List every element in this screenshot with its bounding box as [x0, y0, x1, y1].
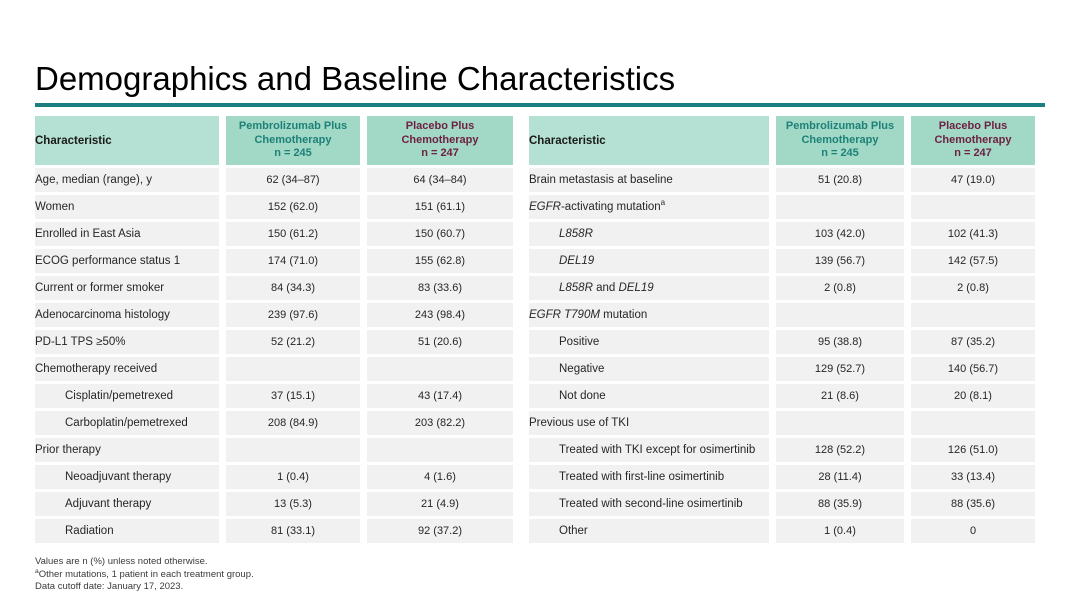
demographics-table-right: [522, 113, 1042, 546]
text-segment: Prior therapy: [35, 444, 101, 456]
footnote-line: [35, 569, 254, 582]
row-value: 83 (33.6): [367, 276, 513, 300]
row-value: [911, 303, 1035, 327]
row-value: 1 (0.4): [226, 465, 360, 489]
column-header-characteristic: Characteristic: [529, 116, 769, 165]
row-label: [35, 519, 219, 543]
row-value: 174 (71.0): [226, 249, 360, 273]
row-value: [367, 438, 513, 462]
row-label: [529, 168, 769, 192]
row-value: 28 (11.4): [776, 465, 904, 489]
text-segment: Treated with first-line osimertinib: [559, 471, 725, 483]
row-value: 52 (21.2): [226, 330, 360, 354]
text-segment: L858R: [559, 282, 593, 294]
text-segment: ECOG performance status 1: [35, 255, 181, 267]
row-value: 43 (17.4): [367, 384, 513, 408]
row-value: 81 (33.1): [226, 519, 360, 543]
text-segment: Data cutoff date: January 17, 2023.: [35, 581, 184, 592]
column-header-placebo: [367, 116, 513, 165]
row-value: 151 (61.1): [367, 195, 513, 219]
header-line: Chemotherapy: [801, 133, 879, 146]
row-value: 126 (51.0): [911, 438, 1035, 462]
column-header-placebo: [911, 116, 1035, 165]
row-value: 51 (20.6): [367, 330, 513, 354]
header-line: Chemotherapy: [401, 133, 479, 146]
row-value: 21 (4.9): [367, 492, 513, 516]
row-value: 84 (34.3): [226, 276, 360, 300]
row-value: 20 (8.1): [911, 384, 1035, 408]
row-value: [226, 438, 360, 462]
row-value: 2 (0.8): [776, 276, 904, 300]
text-segment: Carboplatin/pemetrexed: [65, 417, 188, 429]
row-value: 203 (82.2): [367, 411, 513, 435]
row-value: [776, 303, 904, 327]
row-label: [35, 168, 219, 192]
table-row: [529, 222, 1035, 246]
table-row: [35, 222, 513, 246]
row-value: 239 (97.6): [226, 303, 360, 327]
row-value: 129 (52.7): [776, 357, 904, 381]
row-value: 155 (62.8): [367, 249, 513, 273]
row-value: [911, 195, 1035, 219]
column-header-pembrolizumab: [776, 116, 904, 165]
row-value: 2 (0.8): [911, 276, 1035, 300]
row-value: 33 (13.4): [911, 465, 1035, 489]
table-row: [35, 330, 513, 354]
row-value: 152 (62.0): [226, 195, 360, 219]
text-segment: Positive: [559, 336, 600, 348]
table-row: [529, 303, 1035, 327]
row-label: [529, 249, 769, 273]
row-label: [529, 303, 769, 327]
header-line: n = 245: [821, 147, 859, 160]
header-row: [529, 116, 1035, 165]
text-segment: -activating mutation: [560, 201, 661, 213]
header-line: Chemotherapy: [254, 133, 332, 146]
row-value: 88 (35.6): [911, 492, 1035, 516]
row-label: [35, 276, 219, 300]
text-segment: Brain metastasis at baseline: [529, 174, 673, 186]
row-value: 150 (60.7): [367, 222, 513, 246]
table-row: [529, 519, 1035, 543]
table-row: [529, 384, 1035, 408]
table-row: [35, 357, 513, 381]
header-line: n = 247: [421, 147, 459, 160]
text-segment: Treated with second-line osimertinib: [559, 498, 743, 510]
text-segment: Chemotherapy received: [35, 363, 158, 375]
row-label: [529, 330, 769, 354]
row-value: 140 (56.7): [911, 357, 1035, 381]
table-row: [529, 195, 1035, 219]
row-value: 95 (38.8): [776, 330, 904, 354]
table-row: [35, 465, 513, 489]
text-segment: L858R: [559, 228, 593, 240]
row-label: [529, 438, 769, 462]
table-row: [529, 168, 1035, 192]
header-line: n = 247: [954, 147, 992, 160]
table-row: [35, 195, 513, 219]
header-line: Pembrolizumab Plus: [785, 120, 895, 133]
row-value: [367, 357, 513, 381]
table-row: [529, 492, 1035, 516]
footnote-line: [35, 581, 254, 594]
column-header-pembrolizumab: [226, 116, 360, 165]
header-line: n = 245: [274, 147, 312, 160]
text-segment: PD-L1 TPS ≥50%: [35, 336, 126, 348]
text-segment: a: [660, 198, 666, 208]
text-segment: Previous use of TKI: [529, 417, 630, 429]
table-row: [35, 303, 513, 327]
row-label: [529, 411, 769, 435]
row-value: 139 (56.7): [776, 249, 904, 273]
column-header-characteristic: Characteristic: [35, 116, 219, 165]
row-value: 1 (0.4): [776, 519, 904, 543]
row-value: 0: [911, 519, 1035, 543]
row-value: 87 (35.2): [911, 330, 1035, 354]
row-label: [529, 492, 769, 516]
text-segment: Cisplatin/pemetrexed: [65, 390, 174, 402]
header-line: Placebo Plus: [938, 120, 1008, 133]
row-value: 47 (19.0): [911, 168, 1035, 192]
row-value: 13 (5.3): [226, 492, 360, 516]
text-segment: EGFR: [529, 201, 561, 213]
text-segment: a: [35, 567, 39, 575]
row-label: [35, 357, 219, 381]
text-segment: Current or former smoker: [35, 282, 165, 294]
footnote-line: [35, 556, 254, 569]
row-value: 62 (34–87): [226, 168, 360, 192]
table-row: [529, 249, 1035, 273]
row-value: [776, 411, 904, 435]
text-segment: Negative: [559, 363, 605, 375]
row-value: 102 (41.3): [911, 222, 1035, 246]
text-segment: Age, median (range), y: [35, 174, 152, 186]
demographics-table-left: [28, 113, 520, 546]
text-segment: Women: [35, 201, 75, 213]
text-segment: Treated with TKI except for osimertinib: [559, 444, 756, 456]
row-value: 92 (37.2): [367, 519, 513, 543]
row-label: [35, 384, 219, 408]
header-row: [35, 116, 513, 165]
row-label: [529, 276, 769, 300]
title-divider: [35, 103, 1045, 107]
table-row: [35, 276, 513, 300]
row-value: 243 (98.4): [367, 303, 513, 327]
row-label: [35, 411, 219, 435]
row-value: [776, 195, 904, 219]
row-value: [226, 357, 360, 381]
text-segment: Values are n (%) unless noted otherwise.: [35, 556, 208, 567]
table-row: [35, 411, 513, 435]
text-segment: DEL19: [559, 255, 595, 267]
table-row: [529, 357, 1035, 381]
table-row: [35, 492, 513, 516]
text-segment: Neoadjuvant therapy: [65, 471, 172, 483]
footnotes: [35, 556, 254, 594]
row-value: 88 (35.9): [776, 492, 904, 516]
table-row: [35, 519, 513, 543]
text-segment: DEL19: [618, 282, 654, 294]
text-segment: and: [592, 282, 619, 294]
page-title: Demographics and Baseline Characteristics: [35, 60, 676, 97]
row-label: [35, 303, 219, 327]
tables-container: [35, 116, 1045, 543]
row-label: [35, 438, 219, 462]
table-row: [529, 438, 1035, 462]
row-label: [35, 465, 219, 489]
table-row: [35, 168, 513, 192]
text-segment: Radiation: [65, 525, 114, 537]
row-label: [529, 195, 769, 219]
text-segment: Not done: [559, 390, 606, 402]
row-value: 208 (84.9): [226, 411, 360, 435]
text-segment: Adjuvant therapy: [65, 498, 152, 510]
table-row: [529, 276, 1035, 300]
text-segment: Other: [559, 525, 588, 537]
table-row: [35, 249, 513, 273]
row-value: 4 (1.6): [367, 465, 513, 489]
table-row: [529, 330, 1035, 354]
text-segment: Enrolled in East Asia: [35, 228, 141, 240]
row-value: 142 (57.5): [911, 249, 1035, 273]
row-label: [35, 249, 219, 273]
row-value: 150 (61.2): [226, 222, 360, 246]
header-line: Placebo Plus: [405, 120, 475, 133]
row-label: [35, 222, 219, 246]
table-row: [529, 465, 1035, 489]
row-label: [529, 465, 769, 489]
row-label: [35, 195, 219, 219]
table-row: [35, 384, 513, 408]
table-row: [35, 438, 513, 462]
row-label: [35, 492, 219, 516]
row-value: 64 (34–84): [367, 168, 513, 192]
table-row: [529, 411, 1035, 435]
row-value: 37 (15.1): [226, 384, 360, 408]
row-label: [529, 384, 769, 408]
text-segment: Adenocarcinoma histology: [35, 309, 170, 321]
text-segment: mutation: [599, 309, 648, 321]
row-value: 103 (42.0): [776, 222, 904, 246]
row-label: [529, 357, 769, 381]
row-value: 21 (8.6): [776, 384, 904, 408]
header-line: Chemotherapy: [934, 133, 1012, 146]
text-segment: Other mutations, 1 patient in each treatment group.: [38, 568, 254, 580]
header-line: Pembrolizumab Plus: [238, 120, 348, 133]
row-value: 128 (52.2): [776, 438, 904, 462]
row-label: [529, 222, 769, 246]
row-label: [529, 519, 769, 543]
row-value: [911, 411, 1035, 435]
row-label: [35, 330, 219, 354]
row-value: 51 (20.8): [776, 168, 904, 192]
text-segment: EGFR T790M: [529, 309, 600, 321]
